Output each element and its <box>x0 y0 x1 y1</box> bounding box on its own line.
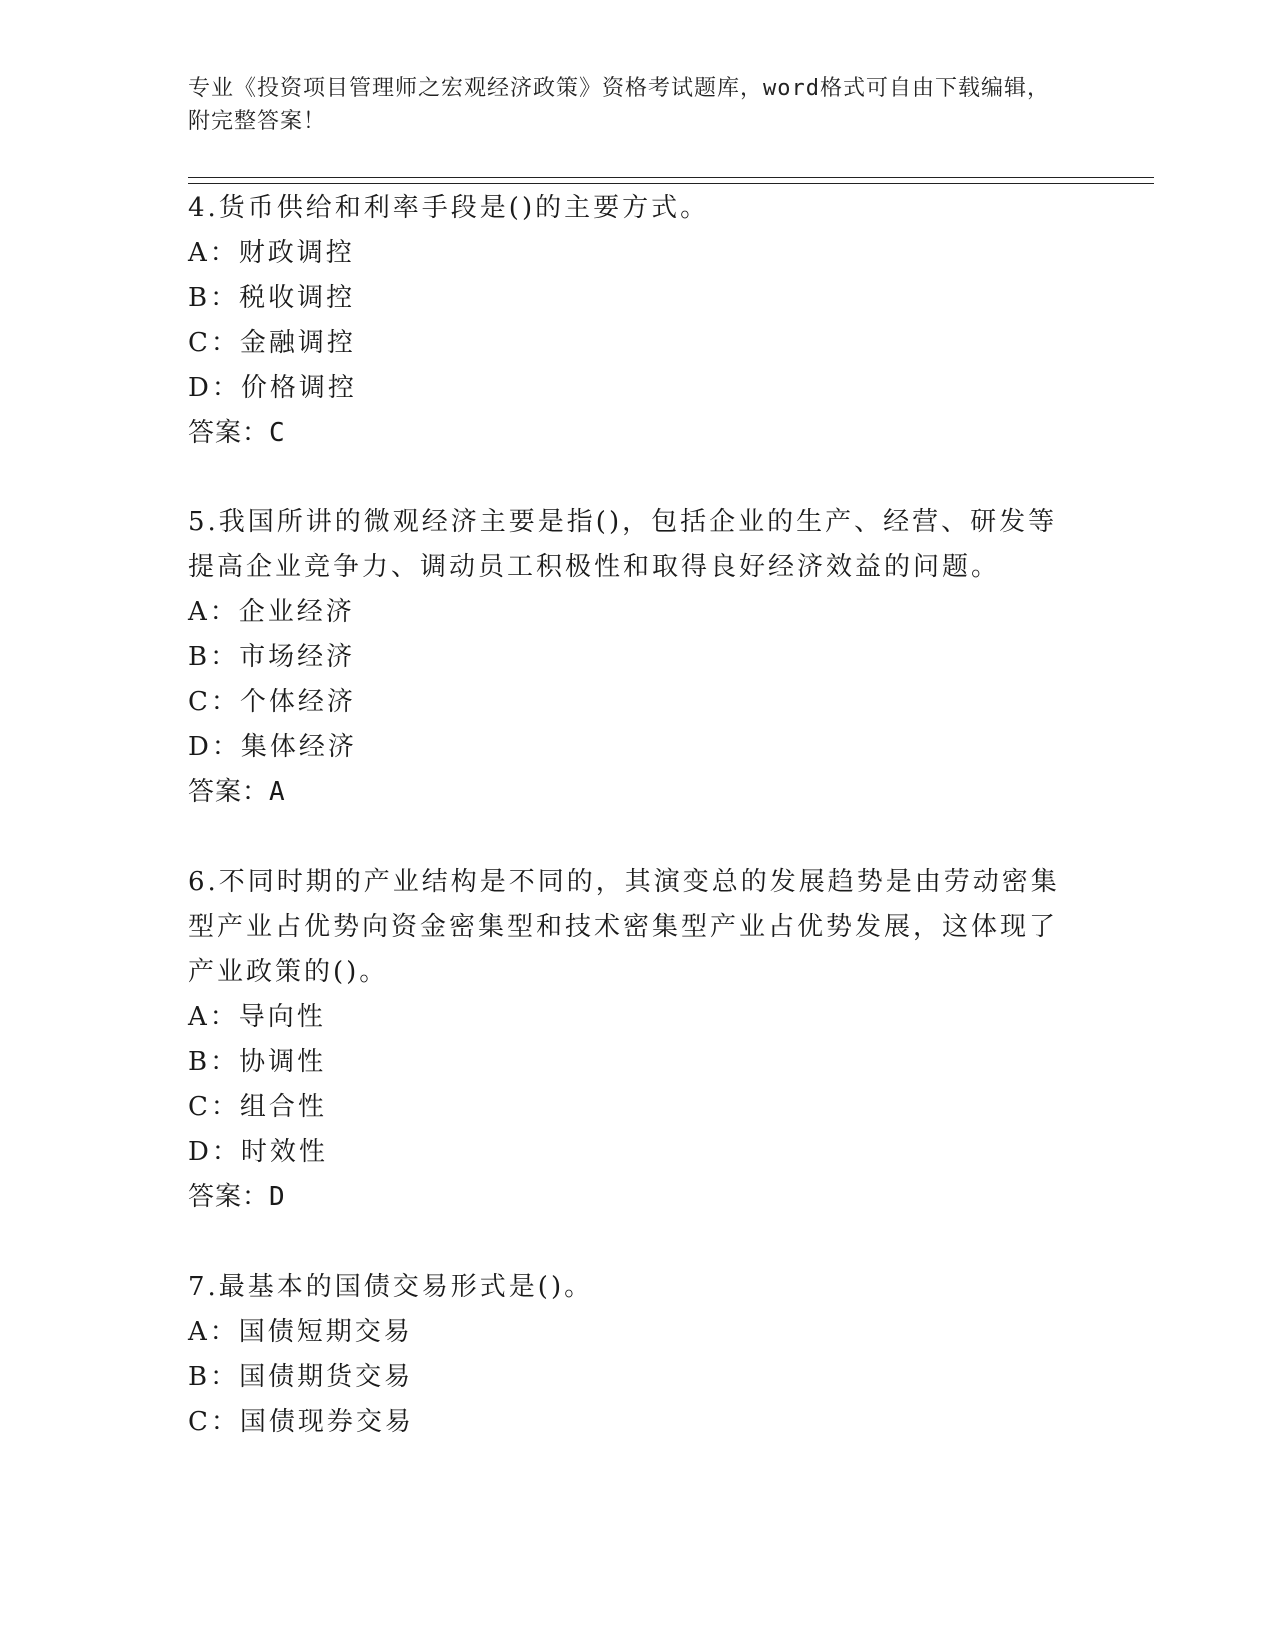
answer-line <box>188 1175 1068 1220</box>
option-b: B：国债期货交易 <box>188 1362 414 1392</box>
answer-value: C <box>269 418 286 448</box>
document-intro: 专业《投资项目管理师之宏观经济政策》资格考试题库，word格式可自由下载编辑，附完整答案！ <box>188 76 1050 134</box>
answer-line <box>188 770 1068 815</box>
answer-line <box>188 411 1068 456</box>
option-d: D：价格调控 <box>188 373 357 403</box>
option-d: D：时效性 <box>188 1137 328 1167</box>
question-stem: 6.不同时期的产业结构是不同的，其演变总的发展趋势是由劳动密集型产业占优势向资金密集型和技术密集型产业占优势发展，这体现了产业政策的()。 <box>188 867 1060 987</box>
option-b: B：税收调控 <box>188 283 356 313</box>
question-5 <box>188 500 1068 815</box>
option-a: A：国债短期交易 <box>188 1317 413 1347</box>
option-c: C：组合性 <box>188 1092 327 1122</box>
option-c: C：个体经济 <box>188 687 356 717</box>
answer-value: A <box>269 777 286 807</box>
header-divider-top <box>188 177 1154 178</box>
option-b: B：协调性 <box>188 1047 327 1077</box>
header-divider-bottom <box>188 183 1154 184</box>
option-a: A：企业经济 <box>188 597 355 627</box>
answer-value: D <box>269 1182 286 1212</box>
option-c: C：国债现券交易 <box>188 1407 414 1437</box>
answer-label: 答案： <box>188 418 270 448</box>
question-4 <box>188 186 1068 456</box>
question-stem: 5.我国所讲的微观经济主要是指()，包括企业的生产、经营、研发等提高企业竞争力、调动员工积极性和取得良好经济效益的问题。 <box>188 507 1058 582</box>
answer-label: 答案： <box>188 1182 270 1212</box>
answer-label: 答案： <box>188 777 270 807</box>
question-6 <box>188 860 1068 1220</box>
option-c: C：金融调控 <box>188 328 356 358</box>
option-a: A：财政调控 <box>188 238 355 268</box>
question-stem: 7.最基本的国债交易形式是()。 <box>188 1272 594 1302</box>
question-7 <box>188 1265 1068 1445</box>
option-d: D：集体经济 <box>188 732 357 762</box>
option-a: A：导向性 <box>188 1002 326 1032</box>
option-b: B：市场经济 <box>188 642 356 672</box>
question-stem: 4.货币供给和利率手段是()的主要方式。 <box>188 193 710 223</box>
